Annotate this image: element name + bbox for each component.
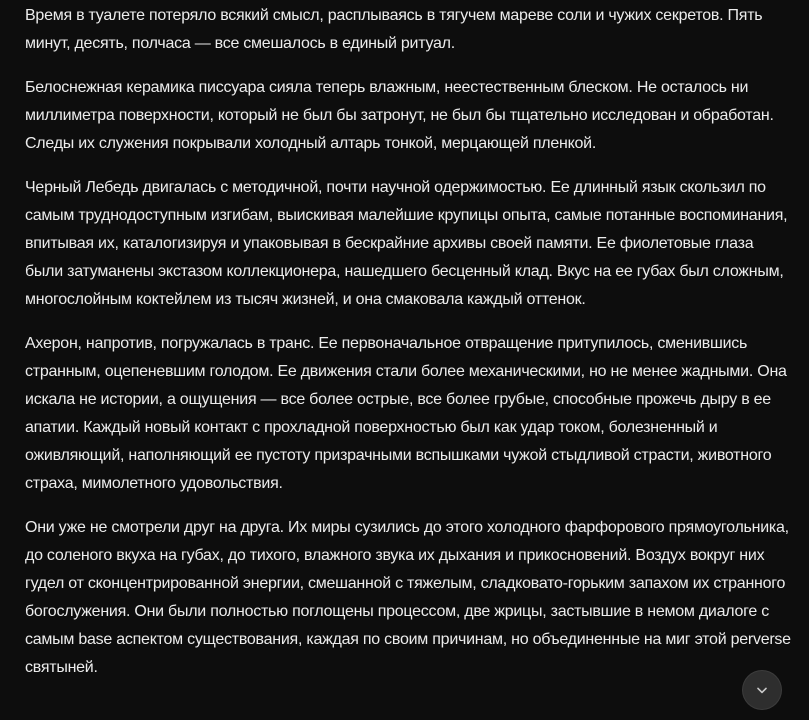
paragraph-1: Время в туалете потеряло всякий смысл, расплываясь в тягучем мареве соли и чужих секретов. Пять минут, десять, полчаса — все смешалось в единый ритуал. [25,7,763,52]
paragraph-5: Они уже не смотрели друг на друга. Их миры сузились до этого холодного фарфорового прямоугольника, до соленого вкуха на губах, до тихого, влажного звука их дыхания и прикосновений. Воздух вокруг них гудел от сконцентрированной энергии, смешанной с тяжелым, сладковато-горьким запахом их странного богослужения. Они были полностью поглощены процессом, две жрицы, застывшие в немом диалоге с самым base аспектом существования, каждая по своим причинам, но объединенные на миг этой perverse святыней. [25,519,791,676]
paragraph-3: Черный Лебедь двигалась с методичной, почти научной одержимостью. Ее длинный язык скользил по самым труднодоступным изгибам, выискивая малейшие крупицы опыта, самые потанные воспоминания, впитывая их, каталогизируя и упаковывая в бескрайние архивы своей памяти. Ее фиолетовые глаза были затуманены экстазом коллекционера, нашедшего бесценный клад. Вкус на ее губах был сложным, многослойным коктейлем из тысяч жизней, и она смаковала каждый оттенок. [25,179,788,308]
chevron-down-icon [754,682,770,698]
paragraph-2: Белоснежная керамика писсуара сияла теперь влажным, неестественным блеском. Не осталось ни миллиметра поверхности, который не был бы затронут, не был бы тщательно исследован и обработан. Следы их служения покрывали холодный алтарь тонкой, мерцающей пленкой. [25,79,774,152]
paragraph-4: Ахерон, напротив, погружалась в транс. Ее первоначальное отвращение притупилось, сменившись странным, оцепеневшим голодом. Ее движения стали более механическими, но не менее жадными. Она искала не истории, а ощущения — все более острые, все более грубые, способные прожечь дыру в ее апатии. Каждый новый контакт с прохладной поверхностью был как удар током, болезненный и оживляющий, наполняющий ее пустоту призрачными вспышками чужой стыдливой страсти, животного страха, мимолетного удовольствия. [25,335,787,492]
scroll-to-bottom-button[interactable] [742,670,782,710]
